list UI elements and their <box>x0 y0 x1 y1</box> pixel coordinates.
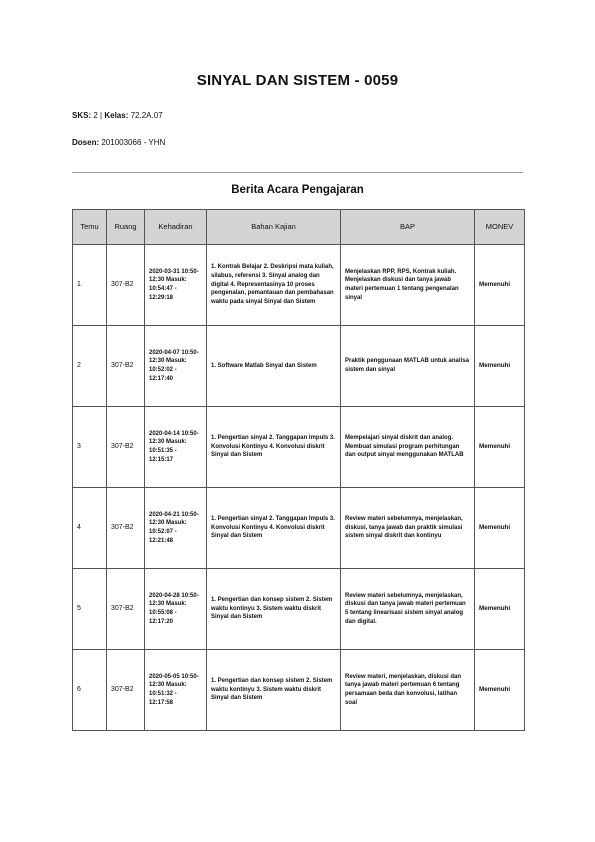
table-row <box>73 569 525 650</box>
cell-bahan-kajian: 1. Pengertian sinyal 2. Tanggapan Impuls 3. Konvolusi Kontinyu 4. Konvolusi diskrit Sinyal dan Sistem <box>207 407 341 488</box>
table-row <box>73 407 525 488</box>
section-title: Berita Acara Pengajaran <box>231 184 364 196</box>
cell-monev: Memenuhi <box>475 650 525 731</box>
cell-kehadiran: 2020-03-31 10:50-12:30 Masuk: 10:54:47 - 12:29:18 <box>145 245 207 326</box>
cell-monev: Memenuhi <box>475 569 525 650</box>
cell-ruang: 307-B2 <box>107 407 145 488</box>
divider <box>72 172 523 173</box>
cell-monev: Memenuhi <box>475 407 525 488</box>
cell-bap: Menjelaskan RPP, RPS, Kontrak kuliah. Menjelaskan diskusi dan tanya jawab materi pertemuan 1 tentang pengenalan sinyal <box>341 245 475 326</box>
cell-ruang: 307-B2 <box>107 650 145 731</box>
cell-bahan-kajian: 1. Pengertian sinyal 2. Tanggapan Impuls 3. Konvolusi Kontinyu 4. Konvolusi diskrit Sinyal dan Sistem <box>207 488 341 569</box>
table-row <box>73 245 525 326</box>
cell-kehadiran: 2020-04-21 10:50-12:30 Masuk: 10:52:07 - 12:21:48 <box>145 488 207 569</box>
cell-ruang: 307-B2 <box>107 245 145 326</box>
cell-temu: 6 <box>73 650 107 731</box>
cell-bap: Review materi, menjelaskan, diskusi dan tanya jawab materi pertemuan 6 tentang persamaan beda dan konvolusi, latihan soal <box>341 650 475 731</box>
cell-kehadiran: 2020-05-05 10:50-12:30 Masuk: 10:51:32 - 12:17:58 <box>145 650 207 731</box>
kelas-value: 72.2A.07 <box>130 111 163 120</box>
teaching-record-table <box>72 209 525 731</box>
col-header-kehadiran: Kehadiran <box>145 210 207 245</box>
cell-bap: Review materi sebelumnya, menjelaskan, diskusi dan tanya jawab materi pertemuan 5 tentang linearisasi sistem sinyal analog dan digital. <box>341 569 475 650</box>
table-row <box>73 650 525 731</box>
sks-value: 2 <box>93 111 98 120</box>
cell-monev: Memenuhi <box>475 488 525 569</box>
cell-temu: 4 <box>73 488 107 569</box>
cell-bahan-kajian: 1. Kontrak Belajar 2. Deskripsi mata kuliah, silabus, referensi 3. Sinyal analog dan digital 4. Representasinya 10 proses pengenalan, pemantauan dan pembahasan waktu pada sinyal Sinyal dan Sistem <box>207 245 341 326</box>
cell-bap: Review materi sebelumnya, menjelaskan, diskusi, tanya jawab dan praktik simulasi sistem sinyal diskrit dan kontinyu <box>341 488 475 569</box>
dosen-label: Dosen: <box>72 138 100 147</box>
cell-monev: Memenuhi <box>475 245 525 326</box>
kelas-label: Kelas: <box>104 111 129 120</box>
cell-bahan-kajian: 1. Software Matlab Sinyal dan Sistem <box>207 326 341 407</box>
separator: | <box>100 111 105 120</box>
cell-ruang: 307-B2 <box>107 488 145 569</box>
cell-bahan-kajian: 1. Pengertian dan konsep sistem 2. Sistem waktu kontinyu 3. Sistem waktu diskrit Sinyal dan Sistem <box>207 569 341 650</box>
table-row <box>73 488 525 569</box>
cell-temu: 1 <box>73 245 107 326</box>
cell-monev: Memenuhi <box>475 326 525 407</box>
cell-temu: 2 <box>73 326 107 407</box>
col-header-temu: Temu <box>73 210 107 245</box>
col-header-ruang: Ruang <box>107 210 145 245</box>
table-header-row <box>73 210 525 245</box>
col-header-bahan-kajian: Bahan Kajian <box>207 210 341 245</box>
cell-ruang: 307-B2 <box>107 569 145 650</box>
table-row <box>73 326 525 407</box>
cell-temu: 5 <box>73 569 107 650</box>
document-title: SINYAL DAN SISTEM - 0059 <box>196 72 399 89</box>
cell-bahan-kajian: 1. Pengertian dan konsep sistem 2. Sistem waktu kontinyu 3. Sistem waktu diskrit Sinyal dan Sistem <box>207 650 341 731</box>
cell-kehadiran: 2020-04-07 10:50-12:30 Masuk: 10:52:02 - 12:17:40 <box>145 326 207 407</box>
cell-kehadiran: 2020-04-28 10:50-12:30 Masuk: 10:55:08 - 12:17:20 <box>145 569 207 650</box>
course-info <box>72 111 163 120</box>
cell-bap: Praktik penggunaan MATLAB untuk analisa sistem dan sinyal <box>341 326 475 407</box>
cell-ruang: 307-B2 <box>107 326 145 407</box>
col-header-bap: BAP <box>341 210 475 245</box>
lecturer-info <box>72 138 165 147</box>
col-header-monev: MONEV <box>475 210 525 245</box>
sks-label: SKS: <box>72 111 92 120</box>
dosen-value: 201003066 - YHN <box>101 138 166 147</box>
cell-kehadiran: 2020-04-14 10:50-12:30 Masuk: 10:51:35 - 12:15:17 <box>145 407 207 488</box>
cell-bap: Mempelajari sinyal diskrit dan analog. Membuat simulasi program perhitungan dan output sinyal menggunakan MATLAB <box>341 407 475 488</box>
cell-temu: 3 <box>73 407 107 488</box>
